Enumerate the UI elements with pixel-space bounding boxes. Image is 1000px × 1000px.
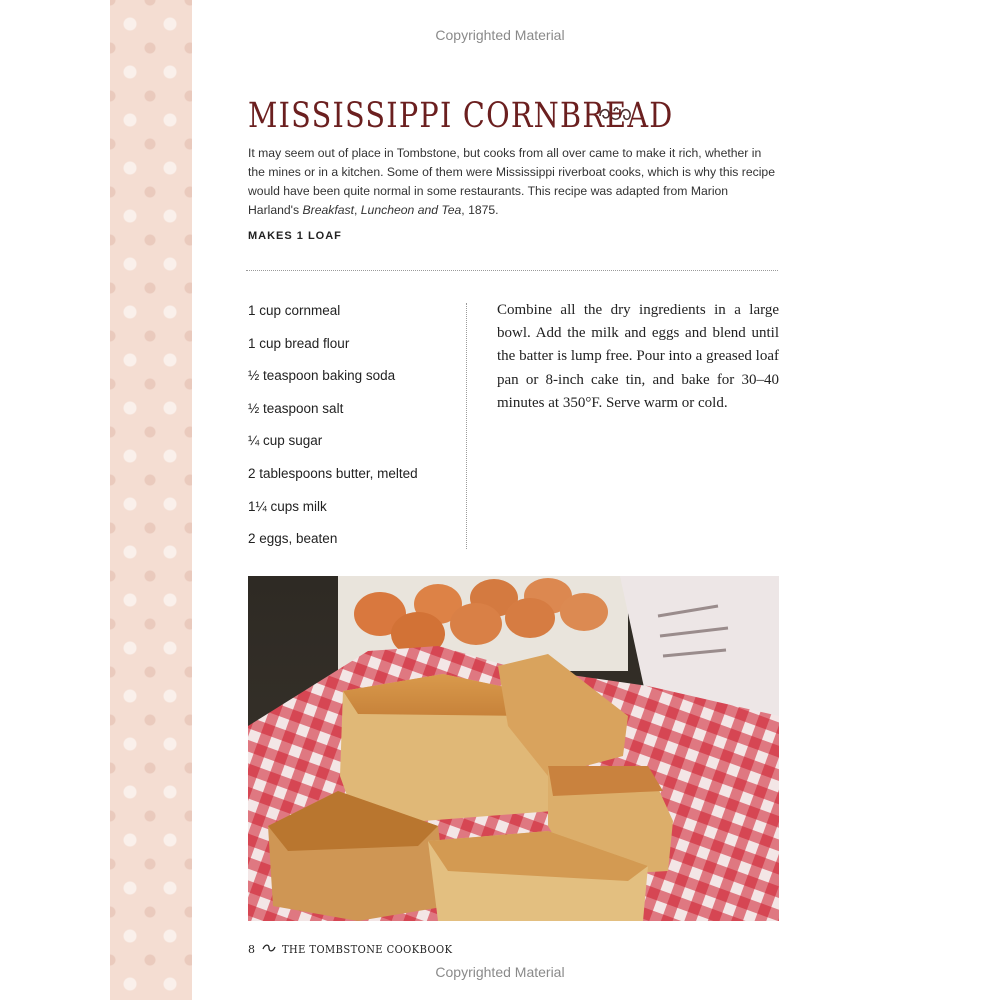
- column-divider: [466, 303, 467, 549]
- recipe-title: MISSISSIPPI CORNBREAD: [248, 96, 674, 136]
- ingredient-item: 1 cup cornmeal: [248, 303, 341, 318]
- book-title-breakfast: Breakfast: [302, 203, 354, 217]
- copyright-notice-top: Copyrighted Material: [435, 27, 565, 43]
- ingredient-list: [248, 300, 418, 561]
- page-footer: [248, 943, 471, 956]
- book-title: THE TOMBSTONE COOKBOOK: [281, 943, 452, 956]
- ingredient-item: 1¼ cups milk: [248, 498, 327, 514]
- page-number: 8: [248, 943, 256, 956]
- recipe-directions: Combine all the dry ingredients in a large bowl. Add the milk and eggs and blend until the batter is lump free. Pour into a greased loaf pan or 8-inch cake tin, and bake for 30–40 minutes at 350°F. Serve warm or cold.: [497, 302, 779, 411]
- cornbread-photo: [248, 576, 779, 921]
- yield-label: MAKES 1 LOAF: [248, 230, 342, 242]
- recipe-title-row: [248, 92, 674, 140]
- ingredient-item: 2 tablespoons butter, melted: [248, 465, 418, 481]
- copyright-notice-bottom: Copyrighted Material: [435, 964, 565, 980]
- ingredient-item: ½ teaspoon baking soda: [248, 368, 396, 384]
- recipe-intro: It may seem out of place in Tombstone, but cooks from all over came to make it rich, whether in the mines or in a kitchen. Some of them were Mississippi riverboat cooks, which is why this recipe would have been quite normal in some restaurants. This recipe was adapted from Marion Harland's Breakfast, Luncheon and Tea, 1875.: [248, 146, 775, 217]
- ingredient-item: 1 cup bread flour: [248, 335, 350, 351]
- swirl-icon: [262, 943, 276, 956]
- ingredient-item: 2 eggs, beaten: [248, 531, 338, 547]
- book-title-luncheon: Luncheon and Tea: [360, 203, 462, 217]
- section-divider: [246, 270, 778, 271]
- ingredient-item: ½ teaspoon salt: [248, 400, 344, 416]
- ingredient-item: ¼ cup sugar: [248, 433, 323, 449]
- decorative-side-border: [110, 0, 192, 1000]
